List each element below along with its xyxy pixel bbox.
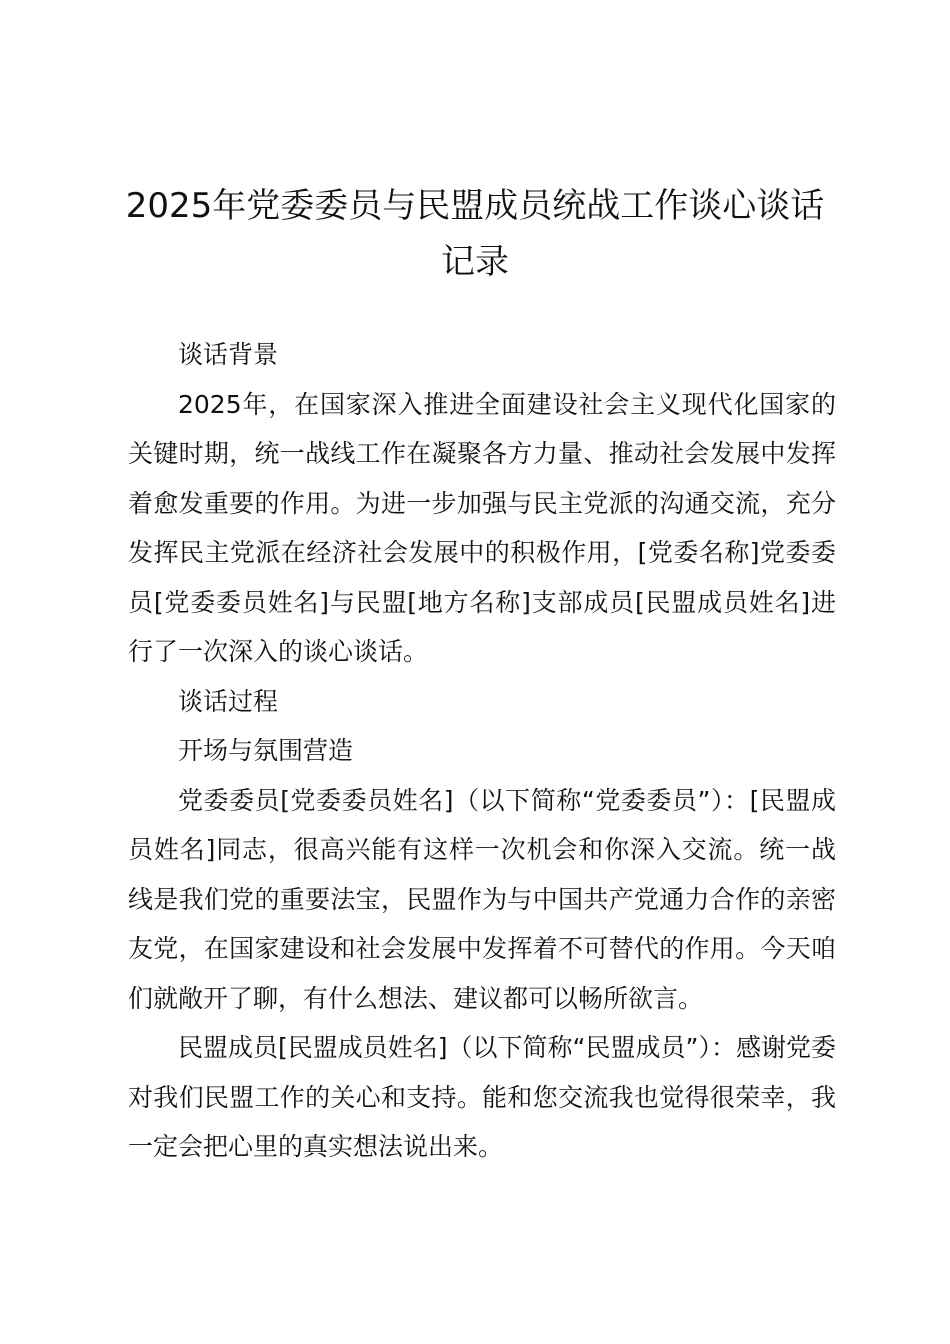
section-heading-process: 谈话过程 [178, 686, 279, 716]
document-title: 2025年党委委员与民盟成员统战工作谈心谈话记录 [125, 186, 825, 282]
paragraph-league-member-reply: 民盟成员[民盟成员姓名]（以下简称“民盟成员”）：感谢党委对我们民盟工作的关心和支持。能和您交流我也觉得很荣幸，我一定会把心里的真实想法说出来。 [128, 1033, 836, 1161]
paragraph-background: 2025年，在国家深入推进全面建设社会主义现代化国家的关键时期，统一战线工作在凝聚各方力量、推动社会发展中发挥着愈发重要的作用。为进一步加强与民主党派的沟通交流，充分发挥民主党派在经济社会发展中的积极作用，[党委名称]党委委员[党委委员姓名]与民盟[地方名称]支部成员[民盟成员姓名]进行了一次深入的谈心谈话。 [128, 389, 836, 666]
subheading-opening: 开场与氛围营造 [178, 736, 354, 765]
document-body [128, 330, 836, 1172]
paragraph-party-member-opening: 党委委员[党委委员姓名]（以下简称“党委委员”）：[民盟成员姓名]同志，很高兴能有这样一次机会和你深入交流。统一战线是我们党的重要法宝，民盟作为与中国共产党通力合作的亲密友党，在国家建设和社会发展中发挥着不可替代的作用。今天咱们就敞开了聊，有什么想法、建议都可以畅所欲言。 [128, 785, 836, 1013]
section-heading-background: 谈话背景 [178, 340, 279, 369]
